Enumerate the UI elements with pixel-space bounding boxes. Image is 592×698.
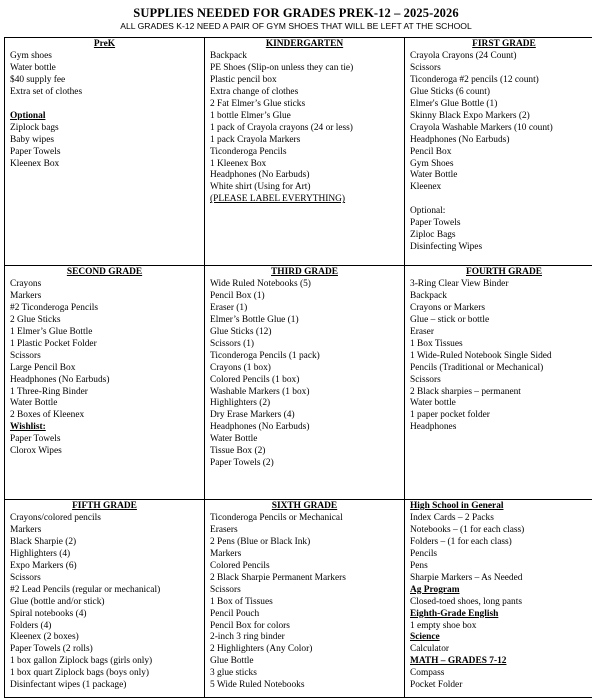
supply-item: Sharpie Markers – As Needed: [410, 573, 592, 585]
supply-item: PE Shoes (Slip-on unless they can tie): [210, 63, 399, 75]
supply-item: Pocket Folder: [410, 680, 592, 692]
supply-item: Pens: [410, 561, 592, 573]
grade-heading: FIRST GRADE: [410, 39, 592, 51]
cell-first-grade: [405, 38, 592, 266]
supply-item: 1 Plastic Pocket Folder: [10, 339, 199, 351]
supply-item: 1 Wide-Ruled Notebook Single Sided: [410, 351, 592, 363]
supply-item: $40 supply fee: [10, 75, 199, 87]
supply-item: 3 glue sticks: [210, 668, 399, 680]
supply-item: 1 Elmer’s Glue Bottle: [10, 327, 199, 339]
grade-heading: SIXTH GRADE: [210, 501, 399, 513]
page-subtitle: ALL GRADES K-12 NEED A PAIR OF GYM SHOES THAT WILL BE LEFT AT THE SCHOOL: [0, 21, 592, 31]
section-label: Ag Program: [410, 585, 592, 597]
supply-item: 2 Highlighters (Any Color): [210, 644, 399, 656]
supply-item: 2 Boxes of Kleenex: [10, 410, 199, 422]
supply-item: Markers: [10, 525, 199, 537]
supply-item: Wide Ruled Notebooks (5): [210, 279, 399, 291]
supply-item: Pencils (Traditional or Mechanical): [410, 363, 592, 375]
supply-item: 2-inch 3 ring binder: [210, 632, 399, 644]
supply-item: (PLEASE LABEL EVERYTHING): [210, 194, 399, 206]
supply-item: Washable Markers (1 box): [210, 387, 399, 399]
supply-item: Index Cards – 2 Packs: [410, 513, 592, 525]
spacer: [10, 99, 199, 111]
supply-item: Eraser: [410, 327, 592, 339]
supply-item: Clorox Wipes: [10, 446, 199, 458]
supply-item: Calculator: [410, 644, 592, 656]
grade-heading: THIRD GRADE: [210, 267, 399, 279]
supply-item: Erasers: [210, 525, 399, 537]
supply-item: Ticonderoga Pencils: [210, 147, 399, 159]
supply-item: 1 pack Crayola Markers: [210, 135, 399, 147]
grade-heading: KINDERGARTEN: [210, 39, 399, 51]
section-label: Wishlist:: [10, 422, 199, 434]
supply-item: Kleenex Box: [10, 159, 199, 171]
supply-item: Folders (4): [10, 621, 199, 633]
table-row: [5, 266, 592, 500]
supply-item: Colored Pencils: [210, 561, 399, 573]
supply-item: Ticonderoga Pencils or Mechanical: [210, 513, 399, 525]
supply-item: 2 Glue Sticks: [10, 315, 199, 327]
supply-item: Headphones (No Earbuds): [410, 135, 592, 147]
page-title: SUPPLIES NEEDED FOR GRADES PREK-12 – 2025-2026: [0, 6, 592, 21]
supply-item: Compass: [410, 668, 592, 680]
supply-item: Eraser (1): [210, 303, 399, 315]
supply-item: Water Bottle: [10, 398, 199, 410]
supply-item: Tissue Box (2): [210, 446, 399, 458]
supply-item: Water bottle: [10, 63, 199, 75]
cell-third-grade: [205, 266, 405, 500]
supply-item: Expo Markers (6): [10, 561, 199, 573]
cell-fourth-grade: [405, 266, 592, 500]
supply-item: Baby wipes: [10, 135, 199, 147]
supply-item: Water Bottle: [210, 434, 399, 446]
supply-item: Colored Pencils (1 box): [210, 375, 399, 387]
supply-item: 1 empty shoe box: [410, 621, 592, 633]
supply-item: Dry Erase Markers (4): [210, 410, 399, 422]
cell-prek: [5, 38, 205, 266]
supply-item: 1 bottle Elmer’s Glue: [210, 111, 399, 123]
supply-item: 5 Wide Ruled Notebooks: [210, 680, 399, 692]
supply-item: Crayons/colored pencils: [10, 513, 199, 525]
section-label: Eighth-Grade English: [410, 609, 592, 621]
supply-item: Large Pencil Box: [10, 363, 199, 375]
supply-item: Water Bottle: [410, 170, 592, 182]
supply-item: Paper Towels: [10, 434, 199, 446]
supply-item: Plastic pencil box: [210, 75, 399, 87]
supply-item: 3-Ring Clear View Binder: [410, 279, 592, 291]
supply-item: Skinny Black Expo Markers (2): [410, 111, 592, 123]
supply-item: Disinfectant wipes (1 package): [10, 680, 199, 692]
supply-item: Ziploc Bags: [410, 230, 592, 242]
cell-sixth-grade: [205, 500, 405, 698]
supply-item: Highlighters (2): [210, 398, 399, 410]
supply-item: Spiral notebooks (4): [10, 609, 199, 621]
supply-item: Crayons (1 box): [210, 363, 399, 375]
cell-second-grade: [5, 266, 205, 500]
supply-item: Crayons or Markers: [410, 303, 592, 315]
supply-item: Headphones (No Earbuds): [210, 170, 399, 182]
supply-item: Pencil Box (1): [210, 291, 399, 303]
supply-item: Scissors: [410, 63, 592, 75]
supply-item: Ticonderoga Pencils (1 pack): [210, 351, 399, 363]
supply-item: 1 Kleenex Box: [210, 159, 399, 171]
section-label: Optional: [10, 111, 199, 123]
supply-item: 1 Box Tissues: [410, 339, 592, 351]
supply-item: 1 pack of Crayola crayons (24 or less): [210, 123, 399, 135]
supply-item: Pencils: [410, 549, 592, 561]
supply-item: Backpack: [410, 291, 592, 303]
table-row: [5, 500, 592, 698]
supply-item: Markers: [210, 549, 399, 561]
supply-item: Pencil Box for colors: [210, 621, 399, 633]
supply-item: Paper Towels (2 rolls): [10, 644, 199, 656]
supply-item: Paper Towels (2): [210, 458, 399, 470]
supply-item: Crayola Washable Markers (10 count): [410, 123, 592, 135]
supply-item: Headphones: [410, 422, 592, 434]
supply-item: 1 box gallon Ziplock bags (girls only): [10, 656, 199, 668]
supply-item: Glue Bottle: [210, 656, 399, 668]
supply-item: Elmer's Glue Bottle (1): [410, 99, 592, 111]
supply-item: Pencil Pouch: [210, 609, 399, 621]
section-label: Science: [410, 632, 592, 644]
supply-item: Glue (bottle and/or stick): [10, 597, 199, 609]
supply-item: Paper Towels: [410, 218, 592, 230]
supply-item: Notebooks – (1 for each class): [410, 525, 592, 537]
supply-item: Water bottle: [410, 398, 592, 410]
supply-item: 1 Three-Ring Binder: [10, 387, 199, 399]
supply-item: 2 Black Sharpie Permanent Markers: [210, 573, 399, 585]
section-label: MATH – GRADES 7-12: [410, 656, 592, 668]
supply-item: Folders – (1 for each class): [410, 537, 592, 549]
supply-item: Headphones (No Earbuds): [10, 375, 199, 387]
supply-item: Highlighters (4): [10, 549, 199, 561]
supply-item: Glue Sticks (12): [210, 327, 399, 339]
supply-item: Backpack: [210, 51, 399, 63]
supply-item: Gym shoes: [10, 51, 199, 63]
supply-item: Extra set of clothes: [10, 87, 199, 99]
supply-item: 1 Box of Tissues: [210, 597, 399, 609]
supply-item: Paper Towels: [10, 147, 199, 159]
supply-item: Black Sharpie (2): [10, 537, 199, 549]
supply-item: Gym Shoes: [410, 159, 592, 171]
supply-item: Scissors: [10, 573, 199, 585]
supply-item: Closed-toed shoes, long pants: [410, 597, 592, 609]
supply-item: Disinfecting Wipes: [410, 242, 592, 254]
supply-item: Markers: [10, 291, 199, 303]
supply-item: 2 Black sharpies – permanent: [410, 387, 592, 399]
supply-item: 2 Fat Elmer’s Glue sticks: [210, 99, 399, 111]
supply-item: 2 Pens (Blue or Black Ink): [210, 537, 399, 549]
supply-item: White shirt (Using for Art): [210, 182, 399, 194]
supply-item: Pencil Box: [410, 147, 592, 159]
grade-heading: FIFTH GRADE: [10, 501, 199, 513]
cell-high-school: [405, 500, 592, 698]
grade-heading: SECOND GRADE: [10, 267, 199, 279]
supply-item: Headphones (No Earbuds): [210, 422, 399, 434]
grade-heading: FOURTH GRADE: [410, 267, 592, 279]
supply-item: Ticonderoga #2 pencils (12 count): [410, 75, 592, 87]
table-row: [5, 38, 592, 266]
supply-item: Scissors (1): [210, 339, 399, 351]
supply-item: Elmer’s Bottle Glue (1): [210, 315, 399, 327]
supply-item: 1 paper pocket folder: [410, 410, 592, 422]
supply-item: Scissors: [10, 351, 199, 363]
supply-item: Extra change of clothes: [210, 87, 399, 99]
supply-item: Crayons: [10, 279, 199, 291]
supply-item: #2 Ticonderoga Pencils: [10, 303, 199, 315]
supplies-table: [4, 37, 592, 698]
supply-item: Crayola Crayons (24 Count): [410, 51, 592, 63]
cell-kindergarten: [205, 38, 405, 266]
supply-item: Scissors: [410, 375, 592, 387]
supply-item: Glue Sticks (6 count): [410, 87, 592, 99]
supply-item: Scissors: [210, 585, 399, 597]
spacer: [410, 194, 592, 206]
section-label: High School in General: [410, 501, 592, 513]
grade-heading: PreK: [10, 39, 199, 51]
supply-item: Optional:: [410, 206, 592, 218]
supply-item: #2 Lead Pencils (regular or mechanical): [10, 585, 199, 597]
supply-item: Ziplock bags: [10, 123, 199, 135]
supply-item: 1 box quart Ziplock bags (boys only): [10, 668, 199, 680]
cell-fifth-grade: [5, 500, 205, 698]
supply-item: Kleenex (2 boxes): [10, 632, 199, 644]
supply-item: Kleenex: [410, 182, 592, 194]
supply-item: Glue – stick or bottle: [410, 315, 592, 327]
